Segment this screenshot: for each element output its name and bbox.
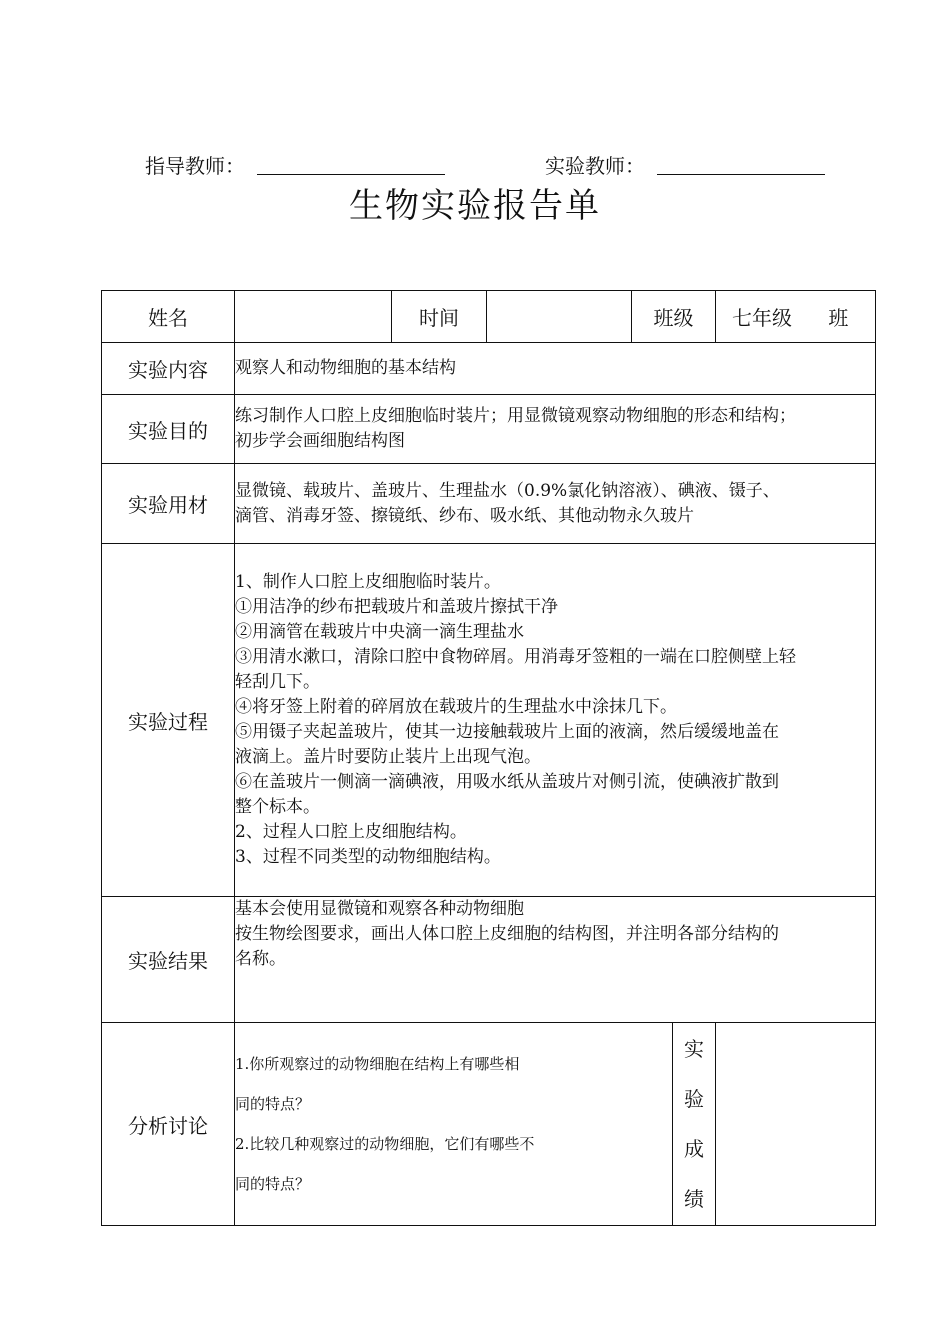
results-line: 基本会使用显微镜和观察各种动物细胞 xyxy=(235,899,524,919)
experiment-teacher-blank[interactable] xyxy=(657,174,825,175)
time-label: 时间 xyxy=(392,291,487,343)
process-line: ④将牙签上附着的碎屑放在载玻片的生理盐水中涂抹几下。 xyxy=(235,697,677,717)
score-value[interactable] xyxy=(716,1023,876,1226)
analysis-row xyxy=(102,1023,876,1226)
score-label-char: 实 xyxy=(684,1037,704,1061)
process-label: 实验过程 xyxy=(102,544,235,897)
purpose-text xyxy=(235,395,876,464)
time-value[interactable] xyxy=(487,291,632,343)
report-table xyxy=(101,290,876,1226)
info-row xyxy=(102,291,876,343)
score-label-char: 验 xyxy=(684,1087,704,1111)
materials-label: 实验用材 xyxy=(102,464,235,544)
guide-teacher-blank[interactable] xyxy=(257,174,445,175)
analysis-questions xyxy=(235,1023,673,1226)
process-line: ③用清水漱口，清除口腔中食物碎屑。用消毒牙签粗的一端在口腔侧壁上轻 xyxy=(235,647,796,667)
process-row xyxy=(102,544,876,897)
process-line: ⑥在盖玻片一侧滴一滴碘液，用吸水纸从盖玻片对侧引流，使碘液扩散到 xyxy=(235,772,779,792)
process-line: 1、制作人口腔上皮细胞临时装片。 xyxy=(235,572,501,592)
process-line: 轻刮几下。 xyxy=(235,672,320,692)
purpose-line: 练习制作人口腔上皮细胞临时装片；用显微镜观察动物细胞的形态和结构； xyxy=(235,406,796,426)
grade-value: 七年级 xyxy=(732,306,792,330)
process-line: ②用滴管在载玻片中央滴一滴生理盐水 xyxy=(235,622,524,642)
process-steps xyxy=(235,544,876,897)
header-line xyxy=(0,146,950,180)
process-line: 整个标本。 xyxy=(235,797,320,817)
experiment-teacher-label: 实验教师： xyxy=(545,154,645,178)
process-line: ⑤用镊子夹起盖玻片，使其一边接触载玻片上面的液滴，然后缓缓地盖在 xyxy=(235,722,779,742)
analysis-label: 分析讨论 xyxy=(102,1023,235,1226)
results-line: 按生物绘图要求，画出人体口腔上皮细胞的结构图，并注明各部分结构的 xyxy=(235,924,779,944)
materials-row xyxy=(102,464,876,544)
materials-text xyxy=(235,464,876,544)
class-suffix: 班 xyxy=(828,306,849,330)
materials-line: 滴管、消毒牙签、擦镜纸、纱布、吸水纸、其他动物永久玻片 xyxy=(235,505,694,526)
page-title: 生物实验报告单 xyxy=(349,186,601,226)
purpose-line: 初步学会画细胞结构图 xyxy=(235,431,405,451)
analysis-line: 同的特点？ xyxy=(235,1095,311,1113)
process-line: 液滴上。盖片时要防止装片上出现气泡。 xyxy=(235,747,541,767)
analysis-line: 2.比较几种观察过的动物细胞，它们有哪些不 xyxy=(235,1135,535,1153)
class-label: 班级 xyxy=(632,291,716,343)
process-line: 2、过程人口腔上皮细胞结构。 xyxy=(235,822,467,842)
guide-teacher-label: 指导教师： xyxy=(145,154,245,178)
purpose-row xyxy=(102,395,876,464)
class-value[interactable] xyxy=(716,291,876,343)
results-line: 名称。 xyxy=(235,949,286,969)
analysis-line: 同的特点？ xyxy=(235,1175,311,1193)
content-row xyxy=(102,343,876,395)
results-text xyxy=(235,897,876,1023)
results-label: 实验结果 xyxy=(102,897,235,1023)
results-row xyxy=(102,897,876,1023)
content-text: 观察人和动物细胞的基本结构 xyxy=(235,343,876,395)
score-label-char: 成 xyxy=(684,1137,704,1161)
analysis-line: 1.你所观察过的动物细胞在结构上有哪些相 xyxy=(235,1055,520,1073)
purpose-label: 实验目的 xyxy=(102,395,235,464)
process-line: ①用洁净的纱布把载玻片和盖玻片擦拭干净 xyxy=(235,597,558,617)
score-label-char: 绩 xyxy=(684,1187,704,1211)
materials-line: 显微镜、载玻片、盖玻片、生理盐水（0.9%氯化钠溶液）、碘液、镊子、 xyxy=(235,480,780,501)
score-label xyxy=(673,1023,716,1226)
name-label: 姓名 xyxy=(102,291,235,343)
process-line: 3、过程不同类型的动物细胞结构。 xyxy=(235,847,501,867)
name-value[interactable] xyxy=(235,291,392,343)
content-label: 实验内容 xyxy=(102,343,235,395)
